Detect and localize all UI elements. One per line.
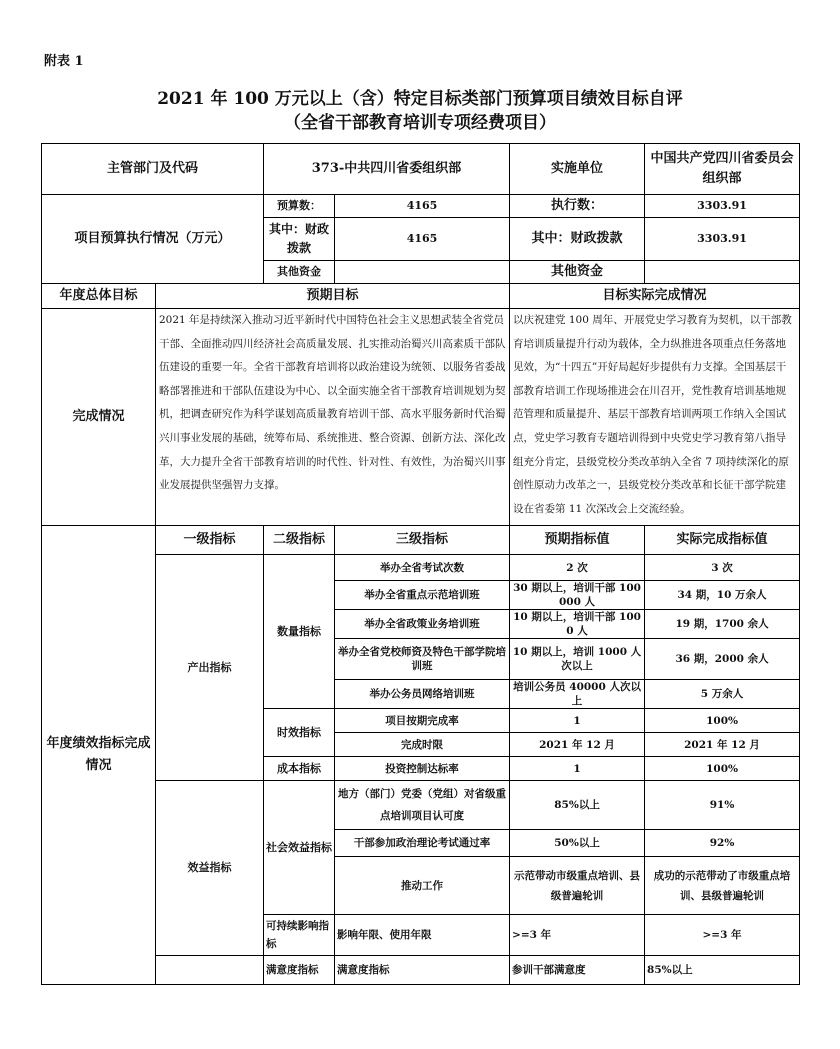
indicator-name: 干部参加政治理论考试通过率 (335, 830, 510, 857)
document-title: 2021 年 100 万元以上（含）特定目标类部门预算项目绩效目标自评 (157, 89, 683, 109)
fiscal-budget-value: 4165 (335, 218, 510, 261)
indicator-expected: 85%以上 (510, 781, 645, 830)
performance-table (41, 143, 800, 985)
indicator-expected: 2021 年 12 月 (510, 733, 645, 757)
indicator-expected: 示范带动市级重点培训、县级普遍轮训 (510, 857, 645, 915)
fiscal-exec-value: 3303.91 (645, 218, 800, 261)
indicator-name: 投资控制达标率 (335, 757, 510, 781)
document-subtitle: （全省干部教育培训专项经费项目） (284, 113, 556, 133)
indicator-actual: 91% (645, 781, 800, 830)
indicator-actual: 100% (645, 757, 800, 781)
dept-value: 373-中共四川省委组织部 (264, 144, 510, 195)
actual-goal-text: 以庆祝建党 100 周年、开展党史学习教育为契机，以干部教育培训质量提升行动为载体，全力纵推进各项重点任务落地见效，为“十四五”开好局起好步提供有力支撑。全国基层干部教育培训工作现场推进会在川召开，党性教育培训基地规范管理和质量提升、基层干部教育培训两项工作纳入全国试点，党史学习教育专题培训得到中央党史学习教育第八指导组充分肯定，县级党校分类改革纳入全省 7 项持续深化的原创性原动力改革之一，县级党校分类改革和长征干部学院建设在省委第 11 次深改会上交流经验。 (510, 309, 800, 526)
budget-section-label: 项目预算执行情况（万元） (42, 195, 264, 284)
indicator-name: 举办全省考试次数 (335, 555, 510, 581)
impl-label: 实施单位 (510, 144, 645, 195)
indicator-name: 完成时限 (335, 733, 510, 757)
indicator-expected: 2 次 (510, 555, 645, 581)
budget-value: 4165 (335, 195, 510, 218)
indicator-actual: 100% (645, 709, 800, 733)
indicator-expected: >=3 年 (510, 915, 645, 956)
indicator-expected: 30 期以上，培训干部 100000 人 (510, 581, 645, 610)
other-funds-value (335, 261, 510, 284)
indicator-actual: >=3 年 (645, 915, 800, 956)
group-sustainable: 可持续影响指标 (264, 915, 335, 956)
indicator-expected: 1 (510, 709, 645, 733)
indicator-name: 推动工作 (335, 857, 510, 915)
exec-label: 执行数： (510, 195, 645, 218)
expected-goal-text: 2021 年是持续深入推动习近平新时代中国特色社会主义思想武装全省党员干部、全面推动四川经济社会高质量发展、扎实推动治蜀兴川高素质干部队伍建设的重要一年。全省干部教育培训将以政治建设为统领、以服务省委战略部署推进和干部队伍建设为中心、以全面实施全省干部教育培训规划为契机，把调查研究作为科学谋划高质量教育培训干部、高水平服务新时代治蜀兴川事业发展的基础，统筹布局、系统推进、整合资源、创新方法、深化改革，大力提升全省干部教育培训的时代性、针对性、有效性，为治蜀兴川事业发展提供坚强智力支撑。 (156, 309, 510, 526)
indicator-expected: 50%以上 (510, 830, 645, 857)
indicator-actual: 92% (645, 830, 800, 857)
indicator-actual: 3 次 (645, 555, 800, 581)
other-funds-label: 其他资金 (264, 261, 335, 284)
group-timeliness: 时效指标 (264, 709, 335, 757)
indicator-expected: 10 期以上，培训干部 1000 人 (510, 610, 645, 639)
indicator-actual: 19 期，1700 余人 (645, 610, 800, 639)
annual-goal-label: 年度总体目标 (42, 284, 156, 309)
header-actual: 实际完成指标值 (645, 526, 800, 555)
indicator-actual: 2021 年 12 月 (645, 733, 800, 757)
fiscal-label: 其中：财政拨款 (264, 218, 335, 261)
indicator-expected: 10 期以上，培训 1000 人次以上 (510, 639, 645, 680)
indicator-expected: 1 (510, 757, 645, 781)
indicator-expected: 培训公务员 40000 人次以上 (510, 680, 645, 709)
header-level1: 一级指标 (156, 526, 264, 555)
fiscal-exec-label: 其中：财政拨款 (510, 218, 645, 261)
group-satisfaction: 满意度指标 (264, 956, 335, 985)
indicators-section-label: 年度绩效指标完成情况 (42, 526, 156, 985)
header-level3: 三级指标 (335, 526, 510, 555)
other-exec-label: 其他资金 (510, 261, 645, 284)
indicator-name: 影响年限、使用年限 (335, 915, 510, 956)
header-expected: 预期指标值 (510, 526, 645, 555)
indicator-name: 举办公务员网络培训班 (335, 680, 510, 709)
group-social: 社会效益指标 (264, 781, 335, 915)
completion-label: 完成情况 (42, 309, 156, 526)
indicator-name: 举办全省重点示范培训班 (335, 581, 510, 610)
group-cost: 成本指标 (264, 757, 335, 781)
indicator-actual: 34 期，10 万余人 (645, 581, 800, 610)
dept-label: 主管部门及代码 (42, 144, 264, 195)
indicator-name: 地方（部门）党委（党组）对省级重点培训项目认可度 (335, 781, 510, 830)
satisfaction-section-blank (156, 956, 264, 985)
expected-goal-label: 预期目标 (156, 284, 510, 309)
indicator-actual: 5 万余人 (645, 680, 800, 709)
indicator-name: 举办全省党校师资及特色干部学院培训班 (335, 639, 510, 680)
indicator-name: 参训干部满意度 (510, 956, 645, 985)
group-benefit: 效益指标 (156, 781, 264, 956)
actual-goal-label: 目标实际完成情况 (510, 284, 800, 309)
impl-value: 中国共产党四川省委员会组织部 (645, 144, 800, 195)
annex-label: 附表 1 (44, 54, 84, 69)
group-quantity: 数量指标 (264, 555, 335, 709)
indicator-actual: 成功的示范带动了市级重点培训、县级普遍轮训 (645, 857, 800, 915)
group-satisfaction-level2: 满意度指标 (335, 956, 510, 985)
budget-label: 预算数： (264, 195, 335, 218)
indicator-actual: 36 期，2000 余人 (645, 639, 800, 680)
indicator-expected: 85%以上 (645, 956, 800, 985)
other-exec-value (645, 261, 800, 284)
group-output: 产出指标 (156, 555, 264, 781)
exec-value: 3303.91 (645, 195, 800, 218)
indicator-name: 举办全省政策业务培训班 (335, 610, 510, 639)
header-level2: 二级指标 (264, 526, 335, 555)
indicator-name: 项目按期完成率 (335, 709, 510, 733)
